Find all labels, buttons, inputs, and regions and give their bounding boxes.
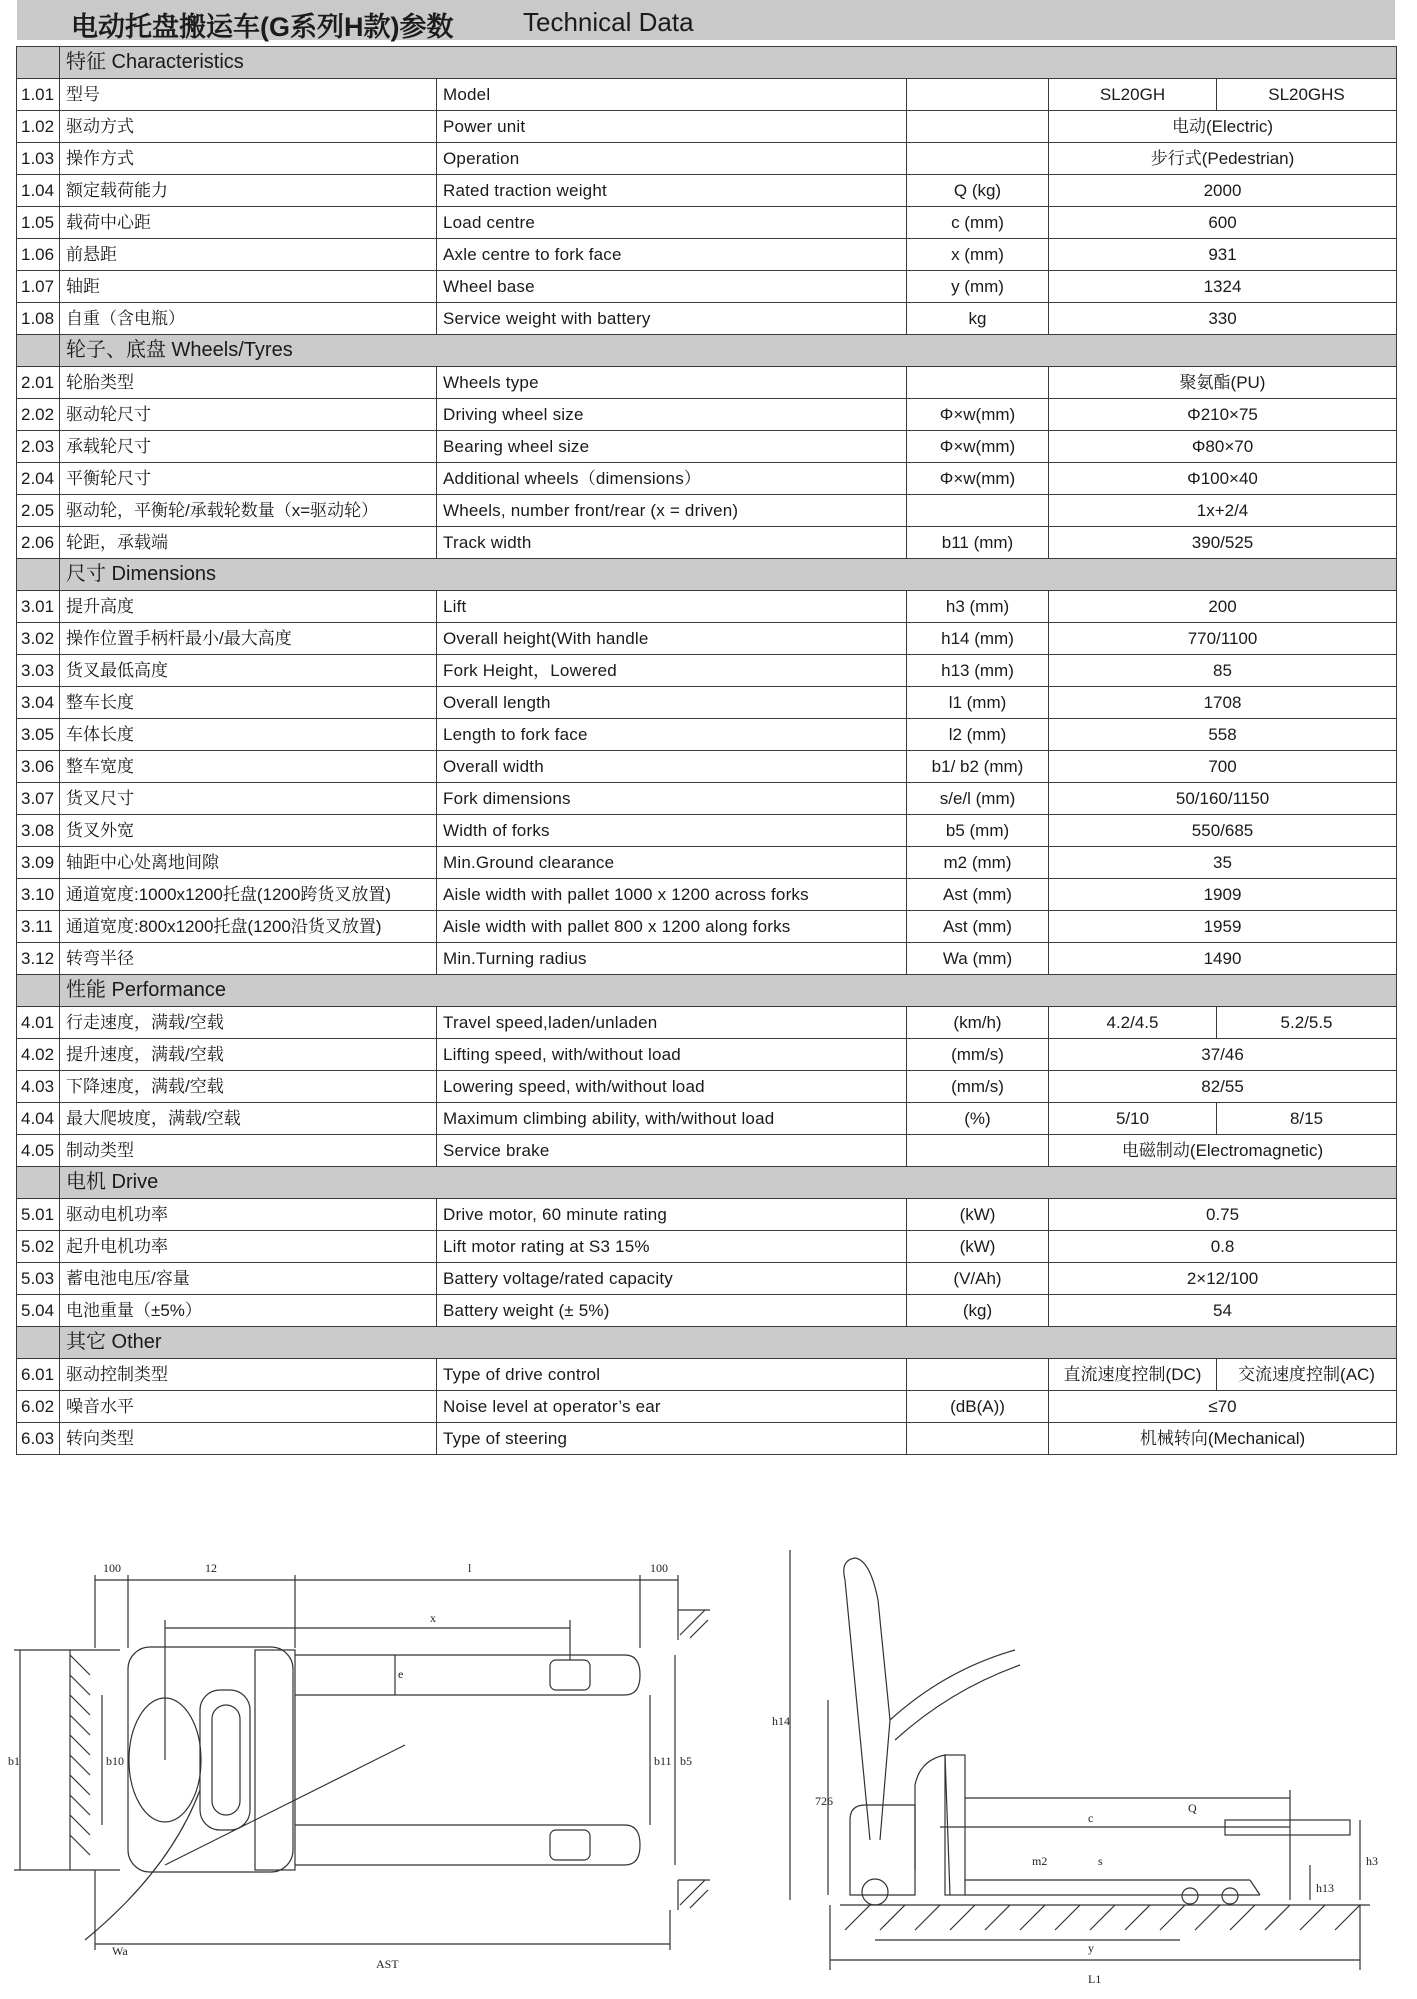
value-model-2: 5.2/5.5 — [1217, 1007, 1397, 1039]
label-cn: 转弯半径 — [60, 943, 437, 975]
dim-h13: h13 — [1316, 1881, 1334, 1895]
row-number: 3.04 — [17, 687, 60, 719]
section-header-row — [17, 1327, 1397, 1359]
unit: c (mm) — [907, 207, 1049, 239]
unit: b5 (mm) — [907, 815, 1049, 847]
dim-b5: b5 — [680, 1754, 692, 1768]
label-en: Lift motor rating at S3 15% — [437, 1231, 907, 1263]
label-en: Power unit — [437, 111, 907, 143]
dim-b10: b10 — [106, 1754, 124, 1768]
row-number: 6.01 — [17, 1359, 60, 1391]
spec-row — [17, 783, 1397, 815]
label-en: Overall height(With handle — [437, 623, 907, 655]
label-cn: 轴距 — [60, 271, 437, 303]
label-en: Service brake — [437, 1135, 907, 1167]
label-cn: 提升速度，满载/空载 — [60, 1039, 437, 1071]
unit: (mm/s) — [907, 1071, 1049, 1103]
spec-row — [17, 687, 1397, 719]
unit — [907, 495, 1049, 527]
label-cn: 驱动电机功率 — [60, 1199, 437, 1231]
row-number: 4.03 — [17, 1071, 60, 1103]
section-header-row — [17, 559, 1397, 591]
row-number: 1.06 — [17, 239, 60, 271]
spec-row — [17, 623, 1397, 655]
value: 机械转向(Mechanical) — [1049, 1423, 1397, 1455]
unit: x (mm) — [907, 239, 1049, 271]
unit: (dB(A)) — [907, 1391, 1049, 1423]
row-number: 2.02 — [17, 399, 60, 431]
label-cn: 通道宽度:1000x1200托盘(1200跨货叉放置) — [60, 879, 437, 911]
value: 聚氨酯(PU) — [1049, 367, 1397, 399]
value-model-1: 直流速度控制(DC) — [1049, 1359, 1217, 1391]
label-cn: 驱动方式 — [60, 111, 437, 143]
spec-row — [17, 1263, 1397, 1295]
value: 电磁制动(Electromagnetic) — [1049, 1135, 1397, 1167]
row-number: 1.03 — [17, 143, 60, 175]
spec-row — [17, 1199, 1397, 1231]
label-cn: 货叉最低高度 — [60, 655, 437, 687]
spec-row — [17, 367, 1397, 399]
row-number: 3.05 — [17, 719, 60, 751]
top-view-drawing — [0, 1540, 720, 1980]
row-number: 3.03 — [17, 655, 60, 687]
value-model-1: 4.2/4.5 — [1049, 1007, 1217, 1039]
row-number: 3.08 — [17, 815, 60, 847]
label-en: Aisle width with pallet 800 x 1200 along forks — [437, 911, 907, 943]
dim-x: x — [430, 1611, 436, 1625]
label-cn: 轮胎类型 — [60, 367, 437, 399]
unit: Φ×w(mm) — [907, 399, 1049, 431]
label-cn: 自重（含电瓶） — [60, 303, 437, 335]
row-number: 2.06 — [17, 527, 60, 559]
value: 50/160/1150 — [1049, 783, 1397, 815]
label-en: Load centre — [437, 207, 907, 239]
value: 1909 — [1049, 879, 1397, 911]
value: 电动(Electric) — [1049, 111, 1397, 143]
spec-row — [17, 1071, 1397, 1103]
label-cn: 承载轮尺寸 — [60, 431, 437, 463]
label-cn: 驱动控制类型 — [60, 1359, 437, 1391]
row-number: 3.06 — [17, 751, 60, 783]
unit — [907, 111, 1049, 143]
value: 200 — [1049, 591, 1397, 623]
unit — [907, 367, 1049, 399]
section-header-row — [17, 975, 1397, 1007]
value: 82/55 — [1049, 1071, 1397, 1103]
row-number: 3.10 — [17, 879, 60, 911]
label-en: Track width — [437, 527, 907, 559]
label-en: Battery weight (± 5%) — [437, 1295, 907, 1327]
value: Φ210×75 — [1049, 399, 1397, 431]
spec-row — [17, 271, 1397, 303]
section-header-spacer — [17, 1327, 60, 1359]
value: 35 — [1049, 847, 1397, 879]
row-number: 4.04 — [17, 1103, 60, 1135]
row-number: 5.01 — [17, 1199, 60, 1231]
label-en: Operation — [437, 143, 907, 175]
unit — [907, 1135, 1049, 1167]
spec-row — [17, 431, 1397, 463]
label-cn: 操作位置手柄杆最小/最大高度 — [60, 623, 437, 655]
label-cn: 驱动轮，平衡轮/承载轮数量（x=驱动轮） — [60, 495, 437, 527]
label-en: Lowering speed, with/without load — [437, 1071, 907, 1103]
unit: b11 (mm) — [907, 527, 1049, 559]
label-cn: 载荷中心距 — [60, 207, 437, 239]
value: 1x+2/4 — [1049, 495, 1397, 527]
dim-b11: b11 — [654, 1754, 672, 1768]
row-number: 3.12 — [17, 943, 60, 975]
unit: m2 (mm) — [907, 847, 1049, 879]
value: 步行式(Pedestrian) — [1049, 143, 1397, 175]
dim-726: 726 — [815, 1794, 833, 1808]
label-en: Wheels type — [437, 367, 907, 399]
unit: (kW) — [907, 1231, 1049, 1263]
unit: (kW) — [907, 1199, 1049, 1231]
unit: Φ×w(mm) — [907, 431, 1049, 463]
label-cn: 货叉尺寸 — [60, 783, 437, 815]
unit: (kg) — [907, 1295, 1049, 1327]
label-en: Axle centre to fork face — [437, 239, 907, 271]
label-en: Lifting speed, with/without load — [437, 1039, 907, 1071]
value-model-2: 8/15 — [1217, 1103, 1397, 1135]
label-cn: 转向类型 — [60, 1423, 437, 1455]
label-cn: 整车宽度 — [60, 751, 437, 783]
unit: h13 (mm) — [907, 655, 1049, 687]
dim-b1: b1 — [8, 1754, 20, 1768]
dim-q: Q — [1188, 1801, 1197, 1815]
unit: Φ×w(mm) — [907, 463, 1049, 495]
value: 550/685 — [1049, 815, 1397, 847]
label-cn: 型号 — [60, 79, 437, 111]
label-en: Min.Turning radius — [437, 943, 907, 975]
value-model-2: SL20GHS — [1217, 79, 1397, 111]
dim-100-left: 100 — [103, 1561, 121, 1575]
unit: Wa (mm) — [907, 943, 1049, 975]
label-cn: 货叉外宽 — [60, 815, 437, 847]
spec-row — [17, 399, 1397, 431]
value: 2×12/100 — [1049, 1263, 1397, 1295]
row-number: 2.01 — [17, 367, 60, 399]
dim-h14: h14 — [772, 1714, 790, 1728]
spec-row — [17, 943, 1397, 975]
spec-row — [17, 751, 1397, 783]
label-en: Wheel base — [437, 271, 907, 303]
value: 330 — [1049, 303, 1397, 335]
dim-c: c — [1088, 1811, 1094, 1825]
label-en: Fork dimensions — [437, 783, 907, 815]
value: 1959 — [1049, 911, 1397, 943]
left-wall-hatch — [70, 1650, 90, 1870]
row-number: 2.05 — [17, 495, 60, 527]
dim-12: 12 — [205, 1561, 217, 1575]
row-number: 3.11 — [17, 911, 60, 943]
unit — [907, 143, 1049, 175]
label-en: Fork Height，Lowered — [437, 655, 907, 687]
row-number: 3.01 — [17, 591, 60, 623]
label-cn: 行走速度，满载/空载 — [60, 1007, 437, 1039]
dim-m2: m2 — [1032, 1854, 1048, 1868]
unit: h14 (mm) — [907, 623, 1049, 655]
spec-row — [17, 815, 1397, 847]
label-en: Noise level at operator’s ear — [437, 1391, 907, 1423]
dim-e: e — [398, 1667, 404, 1681]
dim-s: s — [1098, 1854, 1103, 1868]
value: 558 — [1049, 719, 1397, 751]
label-en: Aisle width with pallet 1000 x 1200 across forks — [437, 879, 907, 911]
value: 85 — [1049, 655, 1397, 687]
label-en: Maximum climbing ability, with/without load — [437, 1103, 907, 1135]
label-en: Min.Ground clearance — [437, 847, 907, 879]
section-title: 性能 Performance — [60, 975, 1397, 1007]
row-number: 1.05 — [17, 207, 60, 239]
spec-row — [17, 847, 1397, 879]
spec-row — [17, 79, 1397, 111]
spec-row — [17, 1391, 1397, 1423]
value: 600 — [1049, 207, 1397, 239]
label-en: Overall width — [437, 751, 907, 783]
label-en: Drive motor, 60 minute rating — [437, 1199, 907, 1231]
label-en: Bearing wheel size — [437, 431, 907, 463]
row-number: 5.02 — [17, 1231, 60, 1263]
row-number: 1.04 — [17, 175, 60, 207]
label-en: Length to fork face — [437, 719, 907, 751]
value: 1708 — [1049, 687, 1397, 719]
row-number: 1.01 — [17, 79, 60, 111]
unit — [907, 1423, 1049, 1455]
unit: (%) — [907, 1103, 1049, 1135]
label-cn: 制动类型 — [60, 1135, 437, 1167]
row-number: 4.01 — [17, 1007, 60, 1039]
label-cn: 轮距，承载端 — [60, 527, 437, 559]
dim-h3: h3 — [1366, 1854, 1378, 1868]
unit: s/e/l (mm) — [907, 783, 1049, 815]
value: 770/1100 — [1049, 623, 1397, 655]
value: 1490 — [1049, 943, 1397, 975]
page-title-cn: 电动托盘搬运车(G系列H款)参数 — [71, 12, 454, 42]
spec-table — [16, 46, 1397, 1455]
section-header-row — [17, 335, 1397, 367]
spec-row — [17, 239, 1397, 271]
spec-row — [17, 1423, 1397, 1455]
label-cn: 通道宽度:800x1200托盘(1200沿货叉放置) — [60, 911, 437, 943]
value: Φ80×70 — [1049, 431, 1397, 463]
unit: y (mm) — [907, 271, 1049, 303]
label-en: Wheels, number front/rear (x = driven) — [437, 495, 907, 527]
ground-hatch — [845, 1905, 1360, 1930]
label-en: Travel speed,laden/unladen — [437, 1007, 907, 1039]
value: 390/525 — [1049, 527, 1397, 559]
label-en: Overall length — [437, 687, 907, 719]
spec-row — [17, 495, 1397, 527]
label-cn: 起升电机功率 — [60, 1231, 437, 1263]
spec-row — [17, 207, 1397, 239]
section-header-spacer — [17, 975, 60, 1007]
spec-row — [17, 143, 1397, 175]
value: 54 — [1049, 1295, 1397, 1327]
row-number: 3.02 — [17, 623, 60, 655]
value: Φ100×40 — [1049, 463, 1397, 495]
unit: (km/h) — [907, 1007, 1049, 1039]
label-en: Width of forks — [437, 815, 907, 847]
value-model-2: 交流速度控制(AC) — [1217, 1359, 1397, 1391]
label-cn: 驱动轮尺寸 — [60, 399, 437, 431]
section-title: 特征 Characteristics — [60, 47, 1397, 79]
label-cn: 电池重量（±5%） — [60, 1295, 437, 1327]
unit: Ast (mm) — [907, 879, 1049, 911]
spec-row — [17, 1135, 1397, 1167]
dim-l: l — [468, 1561, 472, 1575]
dim-wa: Wa — [112, 1944, 128, 1958]
row-number: 4.02 — [17, 1039, 60, 1071]
unit: h3 (mm) — [907, 591, 1049, 623]
value-model-1: 5/10 — [1049, 1103, 1217, 1135]
value: 2000 — [1049, 175, 1397, 207]
value: 0.8 — [1049, 1231, 1397, 1263]
value: 37/46 — [1049, 1039, 1397, 1071]
spec-row — [17, 527, 1397, 559]
label-cn: 蓄电池电压/容量 — [60, 1263, 437, 1295]
row-number: 1.07 — [17, 271, 60, 303]
row-number: 5.03 — [17, 1263, 60, 1295]
dim-ast: AST — [376, 1957, 399, 1971]
spec-row — [17, 175, 1397, 207]
unit: (V/Ah) — [907, 1263, 1049, 1295]
dim-y: y — [1088, 1941, 1094, 1955]
label-en: Battery voltage/rated capacity — [437, 1263, 907, 1295]
label-cn: 最大爬坡度，满载/空载 — [60, 1103, 437, 1135]
label-cn: 操作方式 — [60, 143, 437, 175]
spec-row — [17, 111, 1397, 143]
label-en: Additional wheels（dimensions） — [437, 463, 907, 495]
label-en: Rated traction weight — [437, 175, 907, 207]
unit — [907, 1359, 1049, 1391]
spec-row — [17, 1103, 1397, 1135]
spec-row — [17, 591, 1397, 623]
row-number: 2.03 — [17, 431, 60, 463]
title-bar — [17, 0, 1395, 40]
spec-row — [17, 1295, 1397, 1327]
label-cn: 提升高度 — [60, 591, 437, 623]
value: 0.75 — [1049, 1199, 1397, 1231]
spec-row — [17, 719, 1397, 751]
row-number: 3.07 — [17, 783, 60, 815]
dim-100-right: 100 — [650, 1561, 668, 1575]
unit: l1 (mm) — [907, 687, 1049, 719]
section-header-spacer — [17, 1167, 60, 1199]
value: ≤70 — [1049, 1391, 1397, 1423]
unit: Q (kg) — [907, 175, 1049, 207]
row-number: 1.02 — [17, 111, 60, 143]
section-header-spacer — [17, 47, 60, 79]
unit: (mm/s) — [907, 1039, 1049, 1071]
row-number: 6.03 — [17, 1423, 60, 1455]
row-number: 4.05 — [17, 1135, 60, 1167]
section-title: 尺寸 Dimensions — [60, 559, 1397, 591]
page-title-en: Technical Data — [523, 7, 694, 37]
section-header-row — [17, 1167, 1397, 1199]
label-cn: 额定载荷能力 — [60, 175, 437, 207]
row-number: 5.04 — [17, 1295, 60, 1327]
spec-row — [17, 911, 1397, 943]
value: 1324 — [1049, 271, 1397, 303]
label-en: Type of drive control — [437, 1359, 907, 1391]
dim-l1: L1 — [1088, 1972, 1102, 1986]
label-en: Model — [437, 79, 907, 111]
unit: l2 (mm) — [907, 719, 1049, 751]
label-cn: 平衡轮尺寸 — [60, 463, 437, 495]
unit: kg — [907, 303, 1049, 335]
label-cn: 整车长度 — [60, 687, 437, 719]
spec-row — [17, 1231, 1397, 1263]
row-number: 2.04 — [17, 463, 60, 495]
spec-row — [17, 655, 1397, 687]
label-en: Type of steering — [437, 1423, 907, 1455]
side-view-drawing — [770, 1540, 1410, 1995]
label-cn: 车体长度 — [60, 719, 437, 751]
value: 700 — [1049, 751, 1397, 783]
spec-row — [17, 1039, 1397, 1071]
label-cn: 下降速度，满载/空载 — [60, 1071, 437, 1103]
section-header-row — [17, 47, 1397, 79]
unit: b1/ b2 (mm) — [907, 751, 1049, 783]
unit — [907, 79, 1049, 111]
section-title: 电机 Drive — [60, 1167, 1397, 1199]
label-en: Lift — [437, 591, 907, 623]
label-en: Driving wheel size — [437, 399, 907, 431]
value-model-1: SL20GH — [1049, 79, 1217, 111]
row-number: 3.09 — [17, 847, 60, 879]
section-header-spacer — [17, 559, 60, 591]
label-en: Service weight with battery — [437, 303, 907, 335]
row-number: 6.02 — [17, 1391, 60, 1423]
label-cn: 噪音水平 — [60, 1391, 437, 1423]
spec-row — [17, 463, 1397, 495]
section-title: 轮子、底盘 Wheels/Tyres — [60, 335, 1397, 367]
row-number: 1.08 — [17, 303, 60, 335]
unit: Ast (mm) — [907, 911, 1049, 943]
value: 931 — [1049, 239, 1397, 271]
spec-row — [17, 879, 1397, 911]
label-cn: 轴距中心处离地间隙 — [60, 847, 437, 879]
spec-row — [17, 1007, 1397, 1039]
spec-row — [17, 303, 1397, 335]
label-cn: 前悬距 — [60, 239, 437, 271]
section-title: 其它 Other — [60, 1327, 1397, 1359]
section-header-spacer — [17, 335, 60, 367]
spec-row — [17, 1359, 1397, 1391]
